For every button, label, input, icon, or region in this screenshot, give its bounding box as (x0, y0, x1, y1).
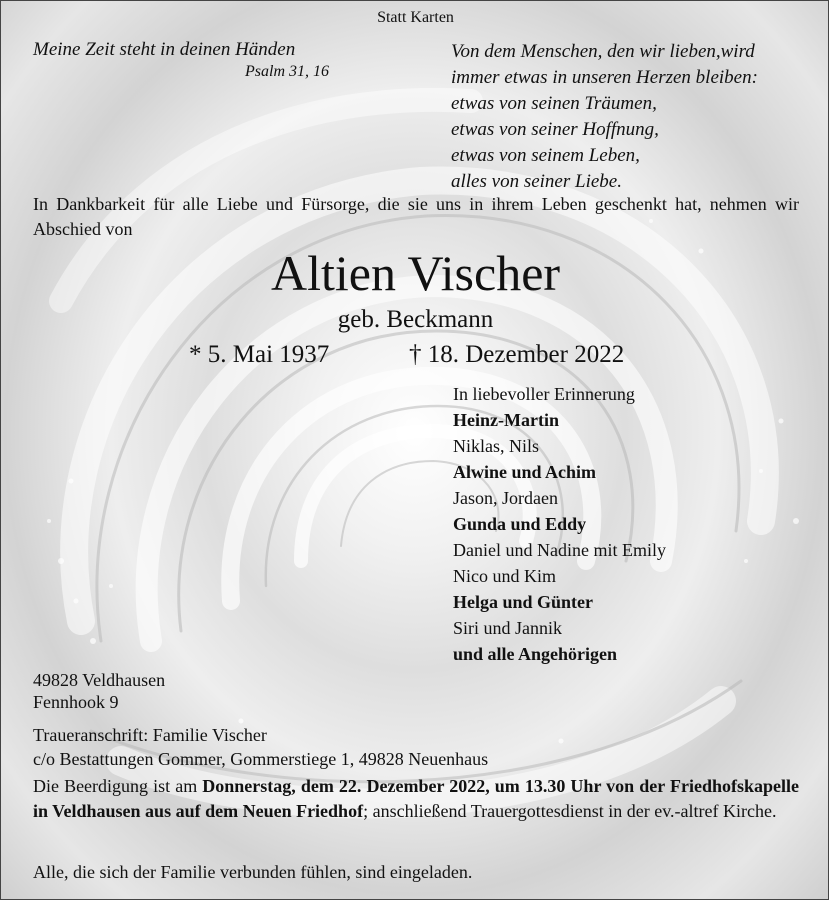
mourner-line: Alwine und Achim (453, 462, 597, 482)
maiden-name: geb. Beckmann (337, 306, 494, 333)
poem-line: etwas von seiner Hoffnung, (451, 119, 659, 140)
mourner-line: Heinz-Martin (453, 410, 559, 430)
mourner-line: und alle Angehörigen (453, 644, 618, 664)
mourners-intro: In liebevoller Erinnerung (453, 384, 635, 404)
funeral-suffix: ; anschließend Trauergottesdienst in der ev.-altref Kirche. (363, 801, 777, 821)
mourner-line: Helga und Günter (453, 592, 594, 612)
poem-line: etwas von seinen Träumen, (451, 93, 657, 114)
funeral-details (33, 774, 799, 824)
poem-line: immer etwas in unseren Herzen bleiben: (451, 67, 758, 88)
contact-line: Traueranschrift: Familie Vischer (33, 725, 267, 745)
bible-verse-reference: Psalm 31, 16 (245, 63, 329, 80)
poem-line: alles von seiner Liebe. (451, 171, 622, 192)
poem (451, 39, 821, 195)
header-note: Statt Karten (377, 9, 454, 26)
poem-line: Von dem Menschen, den wir lieben,wird (451, 41, 755, 62)
mourner-line: Niklas, Nils (453, 436, 540, 456)
mourners-list (453, 381, 813, 667)
mourner-line: Nico und Kim (453, 566, 556, 586)
funeral-time-place: Donnerstag, dem 22. Dezember 2022, um 13.30 Uhr von der Friedhofskapelle in Veldhausen aus auf dem Neuen Friedhof (33, 776, 800, 821)
birth-date: * 5. Mai 1937 (189, 341, 330, 368)
intro-text: In Dankbarkeit für alle Liebe und Fürsorge, die sie uns in ihrem Leben geschenkt hat, nehmen wir Abschied von (33, 194, 799, 239)
address-city: 49828 Veldhausen (33, 670, 166, 690)
mourner-line: Gunda und Eddy (453, 514, 587, 534)
mourner-line: Siri und Jannik (453, 618, 563, 638)
poem-line: etwas von seinem Leben, (451, 145, 640, 166)
address-street: Fennhook 9 (33, 692, 119, 712)
death-date: † 18. Dezember 2022 (409, 341, 625, 368)
contact-line: c/o Bestattungen Gommer, Gommerstiege 1, 49828 Neuenhaus (33, 749, 489, 769)
mourner-line: Jason, Jordaen (453, 488, 558, 508)
family-address (33, 669, 165, 713)
mourner-line: Daniel und Nadine mit Emily (453, 540, 666, 560)
bible-verse: Meine Zeit steht in deinen Händen (33, 39, 296, 60)
invitation-text: Alle, die sich der Familie verbunden fühlen, sind eingeladen. (33, 862, 473, 882)
condolence-address (33, 723, 488, 771)
deceased-name: Altien Vischer (270, 245, 561, 301)
funeral-prefix: Die Beerdigung ist am (33, 776, 203, 796)
